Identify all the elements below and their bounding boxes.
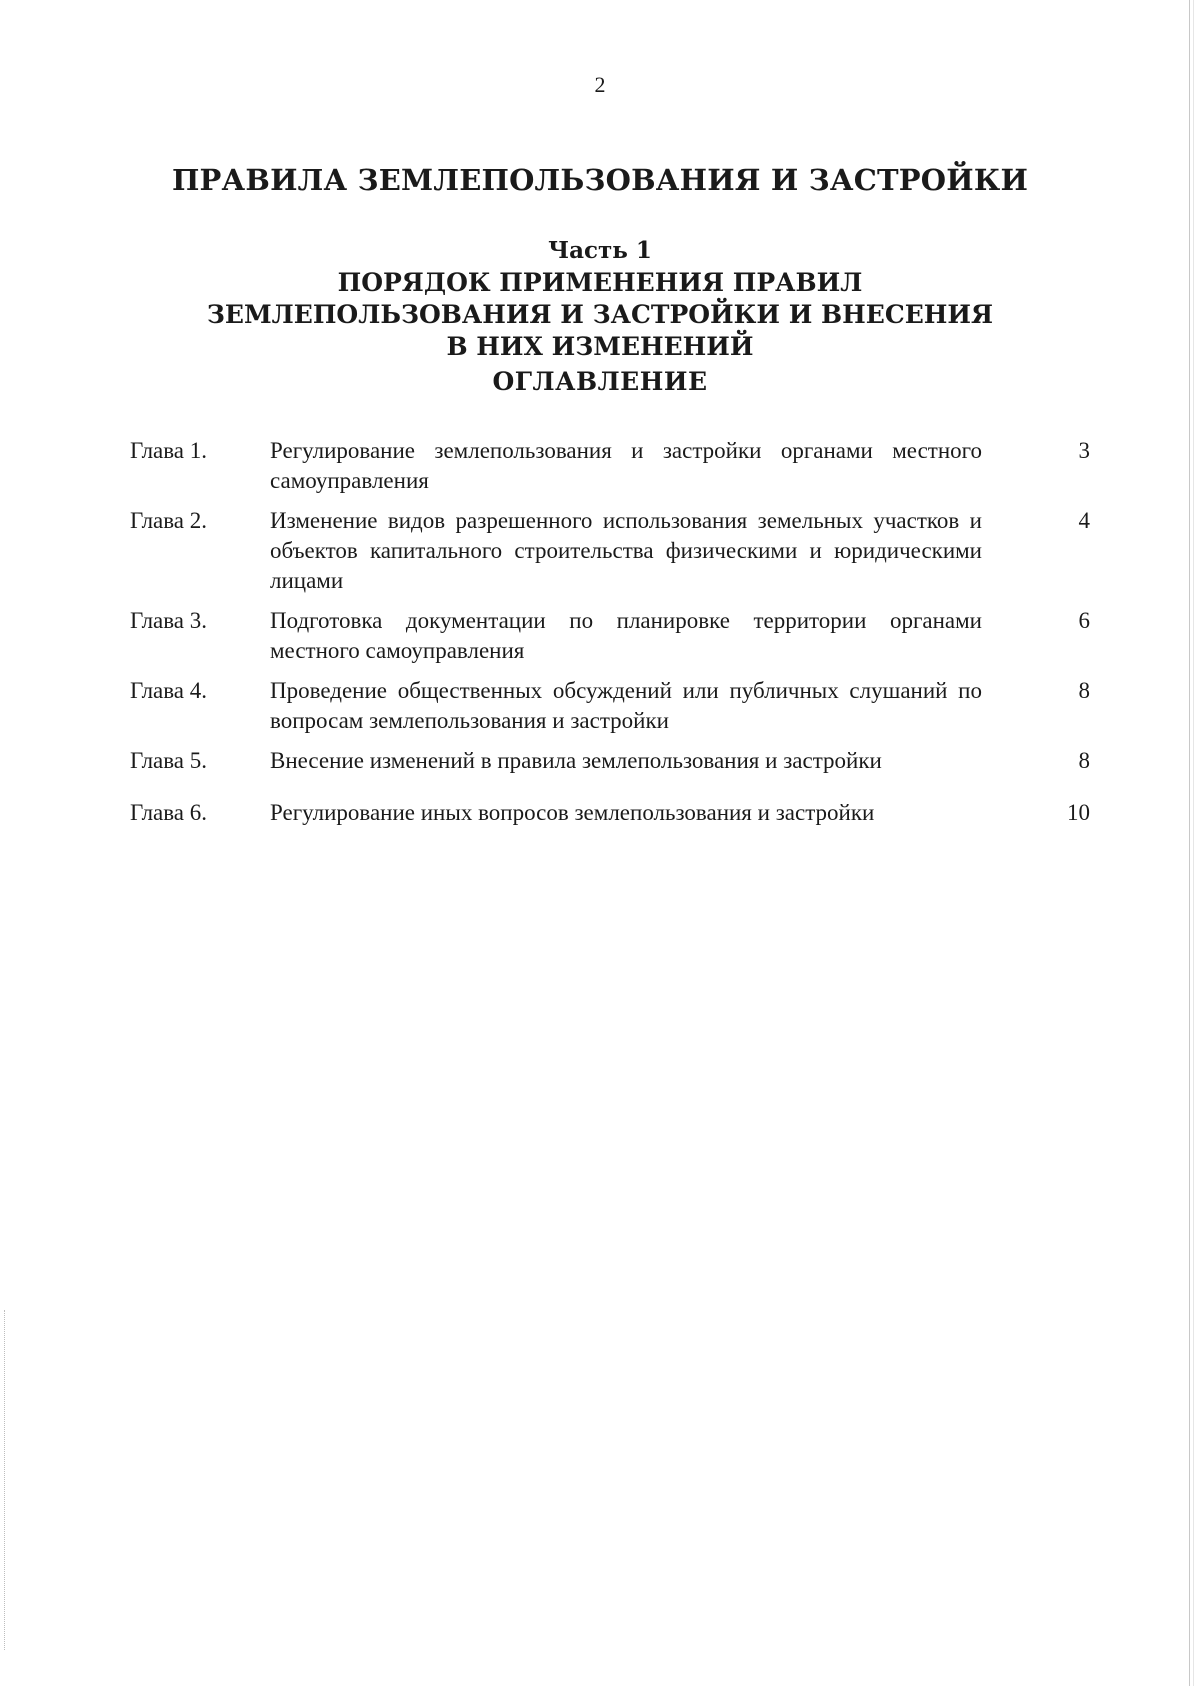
toc-chapter-number: Глава 4. <box>130 678 208 703</box>
toc-chapter-number: Глава 6. <box>130 800 208 825</box>
toc-heading: ОГЛАВЛЕНИЕ <box>492 367 708 396</box>
toc-chapter-number: Глава 3. <box>130 608 208 633</box>
toc-chapter-number: Глава 5. <box>130 748 208 773</box>
toc-chapter-title: Регулирование землепользования и застройки органами местного самоуправления <box>270 438 982 493</box>
toc-row-chapter-4[interactable] <box>130 676 1095 736</box>
toc-page-number: 10 <box>1067 800 1090 825</box>
document-title: ПРАВИЛА ЗЕМЛЕПОЛЬЗОВАНИЯ И ЗАСТРОЙКИ <box>171 163 1029 197</box>
toc-row-chapter-5[interactable] <box>130 746 1095 776</box>
part-label: Часть 1 <box>548 237 652 264</box>
toc-row-chapter-6[interactable] <box>130 798 1095 828</box>
toc-page-number: 8 <box>1078 678 1090 703</box>
toc-page-number: 8 <box>1078 748 1090 773</box>
toc-chapter-number: Глава 2. <box>130 508 208 533</box>
toc-page-number: 4 <box>1078 508 1090 533</box>
toc-chapter-number: Глава 1. <box>130 438 208 463</box>
page-number: 2 <box>594 72 606 97</box>
scan-margin-marks <box>4 1310 7 1650</box>
toc-page-number: 6 <box>1078 608 1090 633</box>
toc-page-number: 3 <box>1078 438 1090 463</box>
toc-chapter-title: Проведение общественных обсуждений или публичных слушаний по вопросам землепользования и застройки <box>270 678 982 733</box>
toc-chapter-title: Подготовка документации по планировке территории органами местного самоуправления <box>270 608 982 663</box>
toc-row-chapter-1[interactable] <box>130 436 1095 496</box>
toc-row-chapter-2[interactable] <box>130 506 1095 596</box>
table-of-contents <box>130 436 1095 838</box>
part-title: ПОРЯДОК ПРИМЕНЕНИЯ ПРАВИЛ ЗЕМЛЕПОЛЬЗОВАНИЯ И ЗАСТРОЙКИ И ВНЕСЕНИЯ В НИХ ИЗМЕНЕНИЙ <box>206 268 994 361</box>
toc-row-chapter-3[interactable] <box>130 606 1095 666</box>
toc-chapter-title: Изменение видов разрешенного использования земельных участков и объектов капитального строительства физическими и юридическими лицами <box>270 508 982 593</box>
toc-chapter-title: Регулирование иных вопросов землепользования и застройки <box>270 800 875 825</box>
toc-chapter-title: Внесение изменений в правила землепользования и застройки <box>270 748 882 773</box>
